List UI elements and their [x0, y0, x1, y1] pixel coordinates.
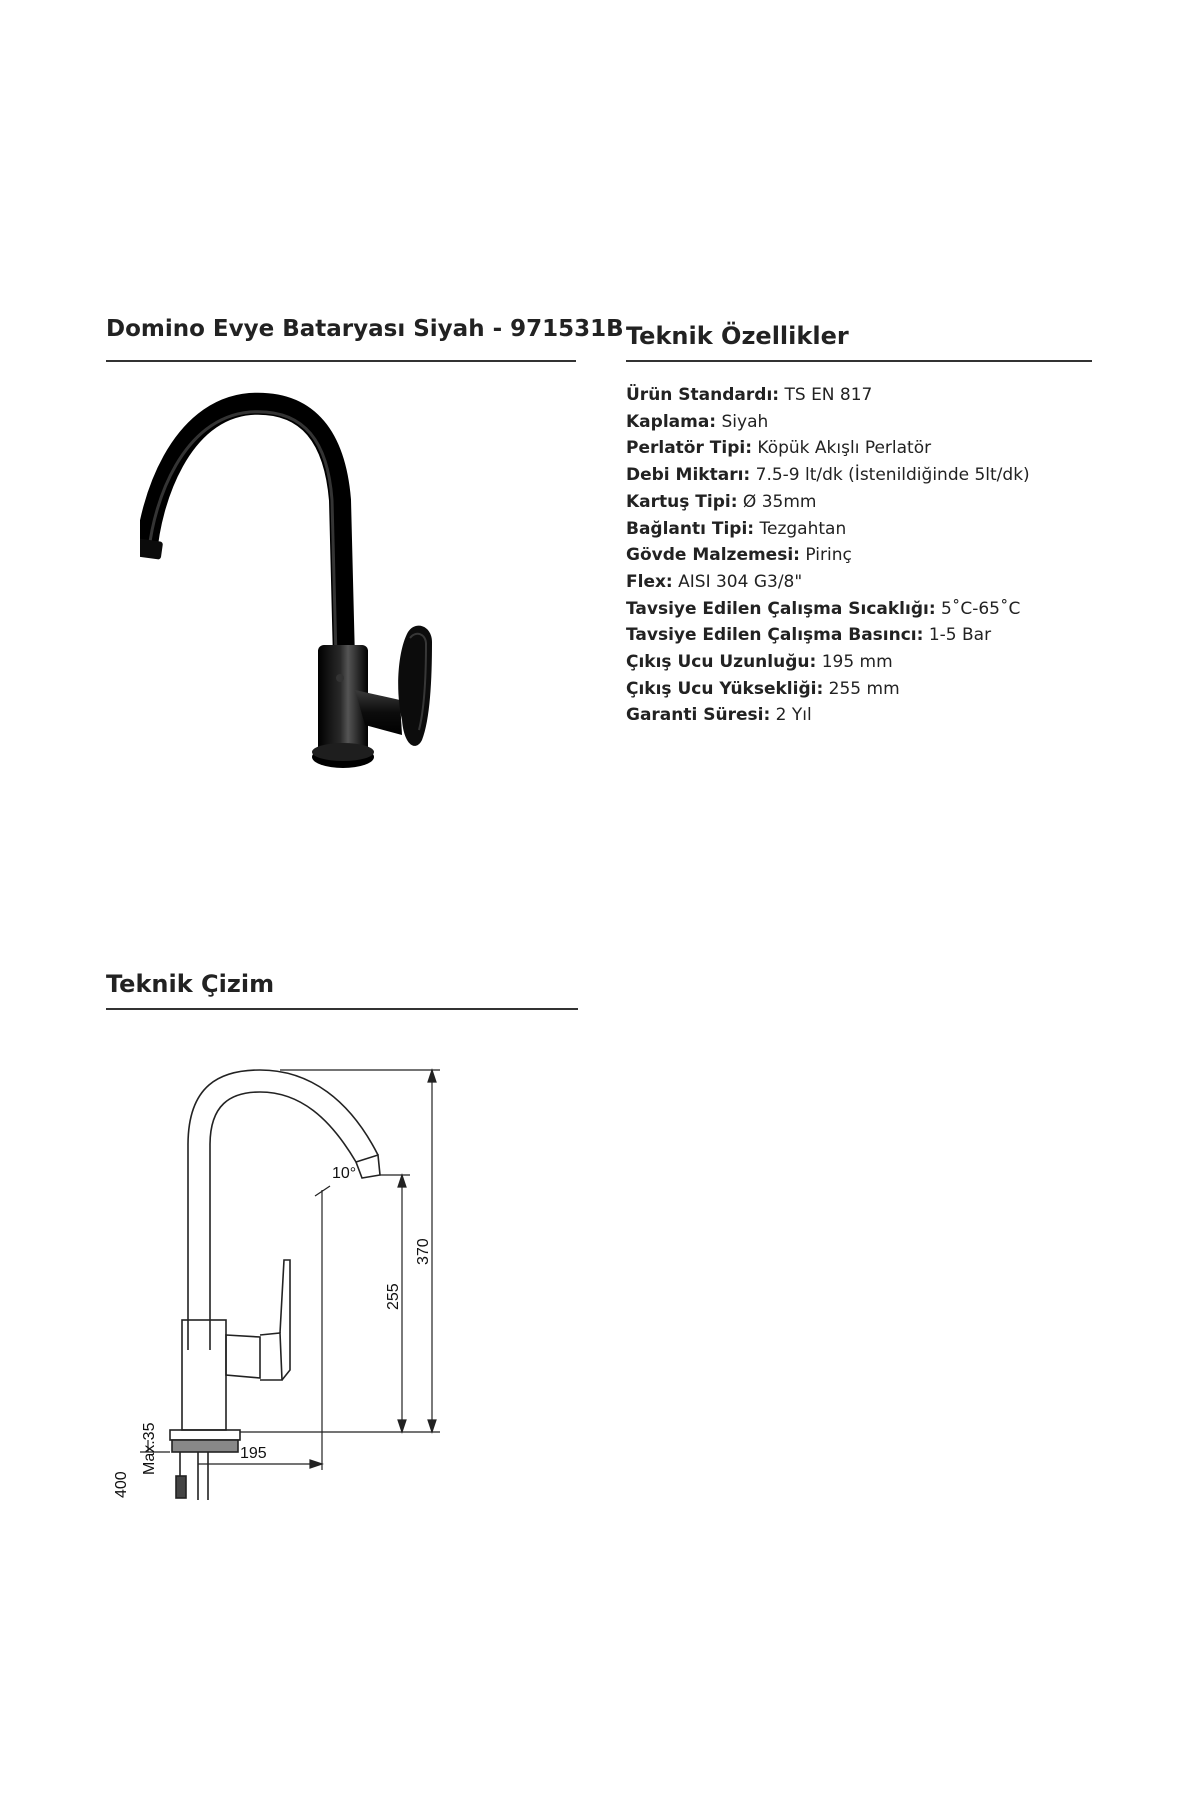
spec-list	[626, 382, 1030, 729]
dimension-spout-height: 255	[385, 1283, 402, 1310]
dimension-max-thickness: Max.35	[141, 1422, 158, 1475]
spec-item: Çıkış Ucu Uzunluğu: 195 mm	[626, 652, 893, 673]
drawing-title-divider	[106, 1008, 578, 1010]
drawing-title: Teknik Çizim	[106, 970, 275, 998]
specs-title: Teknik Özellikler	[626, 322, 849, 350]
spec-item: Flex: AISI 304 G3/8"	[626, 571, 803, 592]
spec-item: Tavsiye Edilen Çalışma Basıncı: 1-5 Bar	[626, 625, 992, 646]
specs-title-divider	[626, 360, 1092, 362]
spec-item: Garanti Süresi: 2 Yıl	[626, 705, 812, 726]
product-title: Domino Evye Bataryası Siyah - 971531B	[106, 316, 624, 342]
faucet-photo	[140, 390, 460, 770]
spec-item: Kartuş Tipi: Ø 35mm	[626, 491, 817, 512]
dimension-angle: 10°	[332, 1165, 357, 1182]
dimension-flex-length: 400	[113, 1471, 130, 1498]
dimension-total-height: 370	[415, 1238, 432, 1265]
product-title-divider	[106, 360, 576, 362]
spec-item: Kaplama: Siyah	[626, 411, 769, 432]
spec-item: Debi Miktarı: 7.5-9 lt/dk (İstenildiğinde 5lt/dk)	[626, 465, 1030, 486]
spec-item: Gövde Malzemesi: Pirinç	[626, 545, 852, 566]
spec-item: Çıkış Ucu Yüksekliği: 255 mm	[626, 678, 900, 699]
spec-item: Ürün Standardı: TS EN 817	[626, 385, 873, 405]
spec-item: Tavsiye Edilen Çalışma Sıcaklığı: 5˚C-65˚C	[626, 598, 1021, 619]
technical-drawing	[110, 1050, 550, 1510]
spec-item: Bağlantı Tipi: Tezgahtan	[626, 518, 847, 539]
spec-item: Perlatör Tipi: Köpük Akışlı Perlatör	[626, 438, 932, 459]
dimension-spout-reach: 195	[240, 1445, 267, 1462]
